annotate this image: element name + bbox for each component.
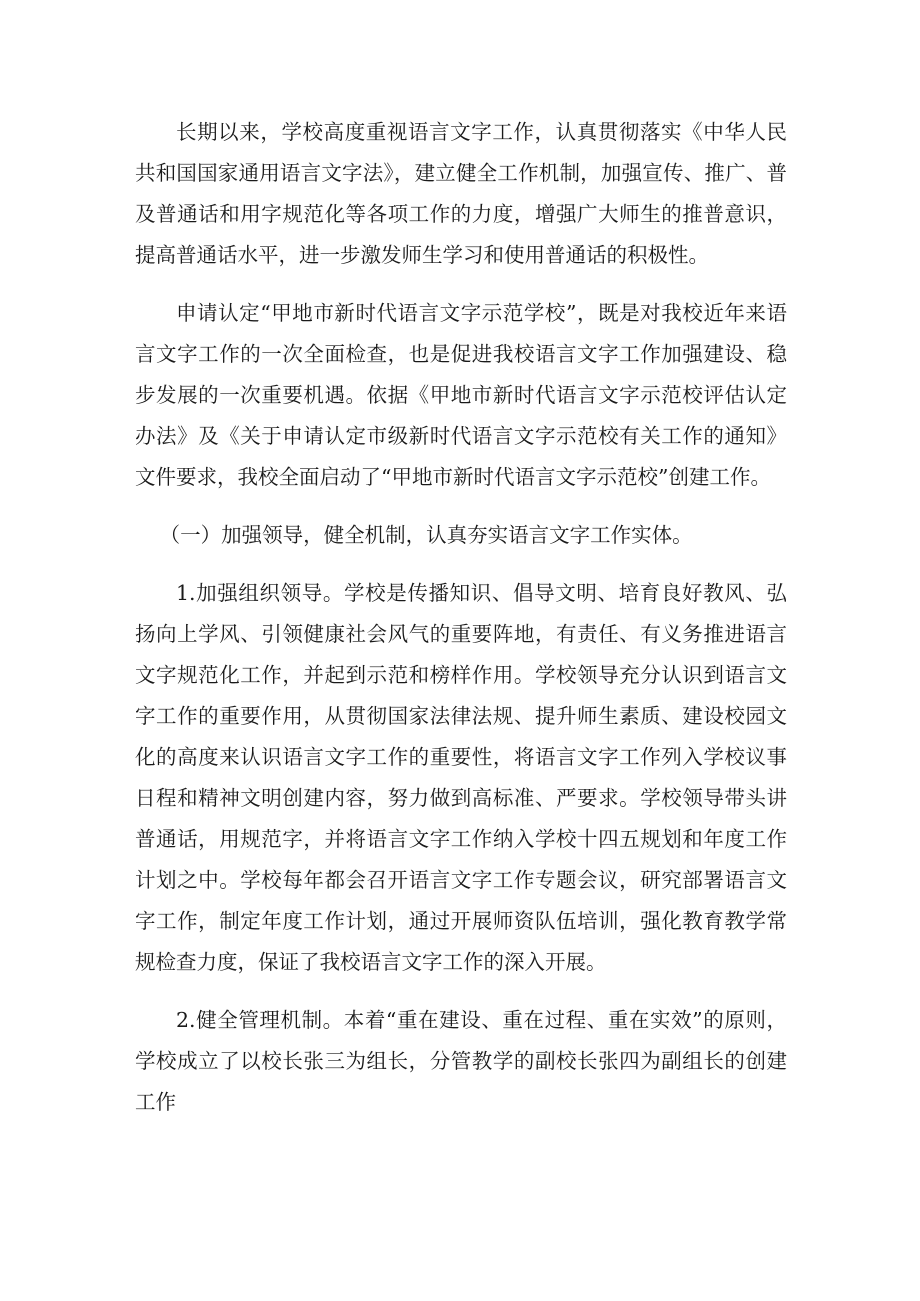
paragraph-application: 申请认定“甲地市新时代语言文字示范学校”，既是对我校近年来语言文字工作的一次全面检查，也是促进我校语言文字工作加强建设、稳步发展的一次重要机遇。依据《甲地市新时代语言文字示范校评估认定办法》及《关于申请认定市级新时代语言文字示范校有关工作的通知》文件要求，我校全面启动了“甲地市新时代语言文字示范校”创建工作。 bbox=[135, 301, 787, 489]
section-heading: （一）加强领导，健全机制，认真夯实语言文字工作实体。 bbox=[159, 523, 693, 547]
document-body bbox=[135, 112, 787, 1140]
paragraph-management: 2.健全管理机制。本着“重在建设、重在过程、重在实效”的原则，学校成立了以校长张三为组长，分管教学的副校长张四为副组长的创建工作 bbox=[135, 1008, 787, 1114]
paragraph-intro: 长期以来，学校高度重视语言文字工作，认真贯彻落实《中华人民共和国国家通用语言文字法》，建立健全工作机制，加强宣传、推广、普及普通话和用字规范化等各项工作的力度，增强广大师生的推普意识，提高普通话水平，进一步激发师生学习和使用普通话的积极性。 bbox=[135, 120, 787, 267]
paragraph-organization: 1.加强组织领导。学校是传播知识、倡导文明、培育良好教风、弘扬向上学风、引领健康社会风气的重要阵地，有责任、有义务推进语言文字规范化工作，并起到示范和榜样作用。学校领导充分认识到语言文字工作的重要作用，从贯彻国家法律法规、提升师生素质、建设校园文化的高度来认识语言文字工作的重要性，将语言文字工作列入学校议事日程和精神文明创建内容，努力做到高标准、严要求。学校领导带头讲普通话，用规范字，并将语言文字工作纳入学校十四五规划和年度工作计划之中。学校每年都会召开语言文字工作专题会议，研究部署语言文字工作，制定年度工作计划，通过开展师资队伍培训，强化教育教学常规检查力度，保证了我校语言文字工作的深入开展。 bbox=[135, 581, 787, 974]
